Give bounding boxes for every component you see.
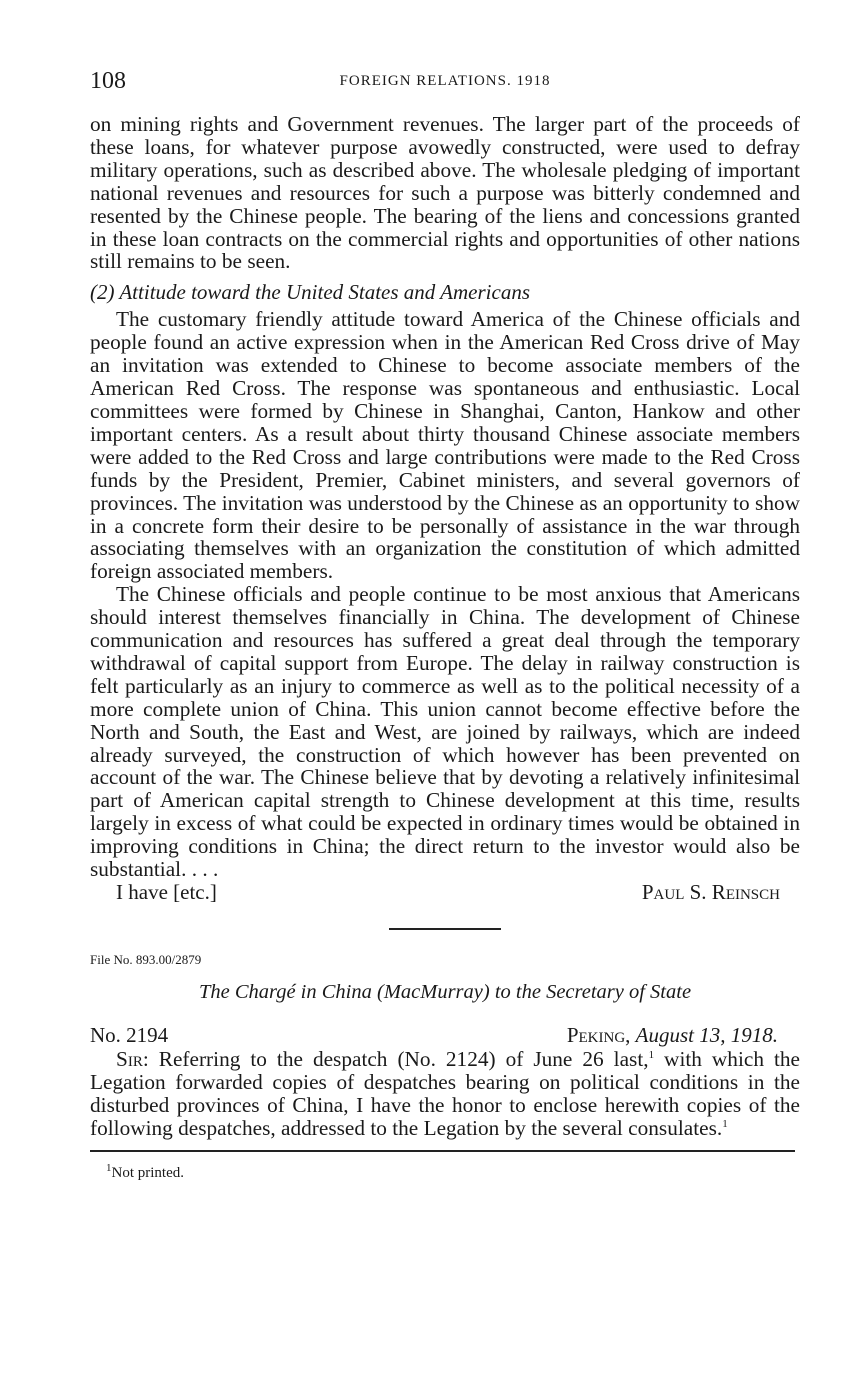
intro-paragraph: on mining rights and Government revenues. The larger part of the proceeds of these loans, for whatever purpose avowedly constructed, were used to defray military operations, such as described above. The wholesale pledging of important national revenues and resources for such a purpose was bitterly condemned and resented by the Chinese people. The bearing of the liens and concessions granted in these loan contracts on the commercial rights and opportunities of other nations still remains to be seen.: [90, 112, 800, 274]
file-number: File No. 893.00/2879: [90, 952, 202, 967]
section-heading: (2) Attitude toward the United States and Americans: [90, 280, 530, 305]
paragraph-red-cross: The customary friendly attitude toward America of the Chinese officials and people found an active expression when in the American Red Cross drive of May an invitation was extended to Chinese to become associate members of the American Red Cross. The response was spontaneous and enthusiastic. Local committees were formed by Chinese in Shanghai, Canton, Hankow and other important centers. As a result about thirty thousand Chinese associate members were added to the Red Cross and large contributions were made to the Red Cross funds by the President, Premier, Cabinet ministers, and several governors of provinces. The invitation was understood by the Chinese as an opportunity to show in a concrete form their desire to be personally of assistance in the war through associating themselves with an organization the constitution of which admitted foreign associated members.: [90, 307, 800, 584]
paragraph-financial-interest: The Chinese officials and people continue to be most anxious that Americans should interest themselves financially in China. The development of Chinese communication and resources has suffered a great deal through the temporary withdrawal of capital support from Europe. The delay in railway construction is felt particularly as an injury to commerce as well as to the political necessity of a more complete union of China. This union cannot become effective before the North and South, the East and West, are joined by railways, which are indeed already surveyed, the construction of which however has been prevented on account of the war. The Chinese believe that by devoting a relatively infinitesimal part of American capital strength to Chinese development at this time, results largely in excess of what could be expected in ordinary times would be obtained in improving conditions in China; the direct return to the investor would also be substantial. . . .: [90, 582, 800, 882]
running-head: FOREIGN RELATIONS. 1918: [339, 73, 551, 89]
salutation: Sir:: [116, 1047, 149, 1071]
despatch-number: No. 2194: [90, 1023, 169, 1047]
letter-text-b: with which the Legation forwarded copies of despatches bearing on political conditions in the disturbed provinces of China, I have the honor to enclose herewith copies of the following despatches, addressed to the Legation by the several consulates.: [90, 1047, 800, 1140]
letter-text-a: Referring to the despatch (No. 2124) of June 26 last,: [148, 1047, 649, 1071]
dateline: [90, 1024, 800, 1048]
place-and-date: [567, 1024, 778, 1047]
page-body: [90, 113, 800, 1182]
footnote: [90, 1161, 800, 1182]
document-title: The Chargé in China (MacMurray) to the Secretary of State: [198, 981, 692, 1003]
footnote-ref: 1: [648, 1048, 655, 1061]
footnote-rule: [90, 1150, 795, 1152]
signoff: [90, 881, 800, 904]
date: August 13, 1918.: [635, 1023, 778, 1047]
page-number: 108: [90, 68, 126, 94]
footnote-ref: 1: [722, 1117, 728, 1130]
page-header: [90, 68, 800, 98]
footnote-text: Not printed.: [111, 1164, 184, 1181]
place: Peking,: [566, 1023, 631, 1047]
closing-text: I have [etc.]: [116, 880, 217, 904]
signature: Paul S. Reinsch: [641, 880, 780, 904]
letter-paragraph: [90, 1048, 800, 1140]
section-divider: [389, 928, 501, 930]
footnote-mark: 1: [106, 1161, 112, 1174]
